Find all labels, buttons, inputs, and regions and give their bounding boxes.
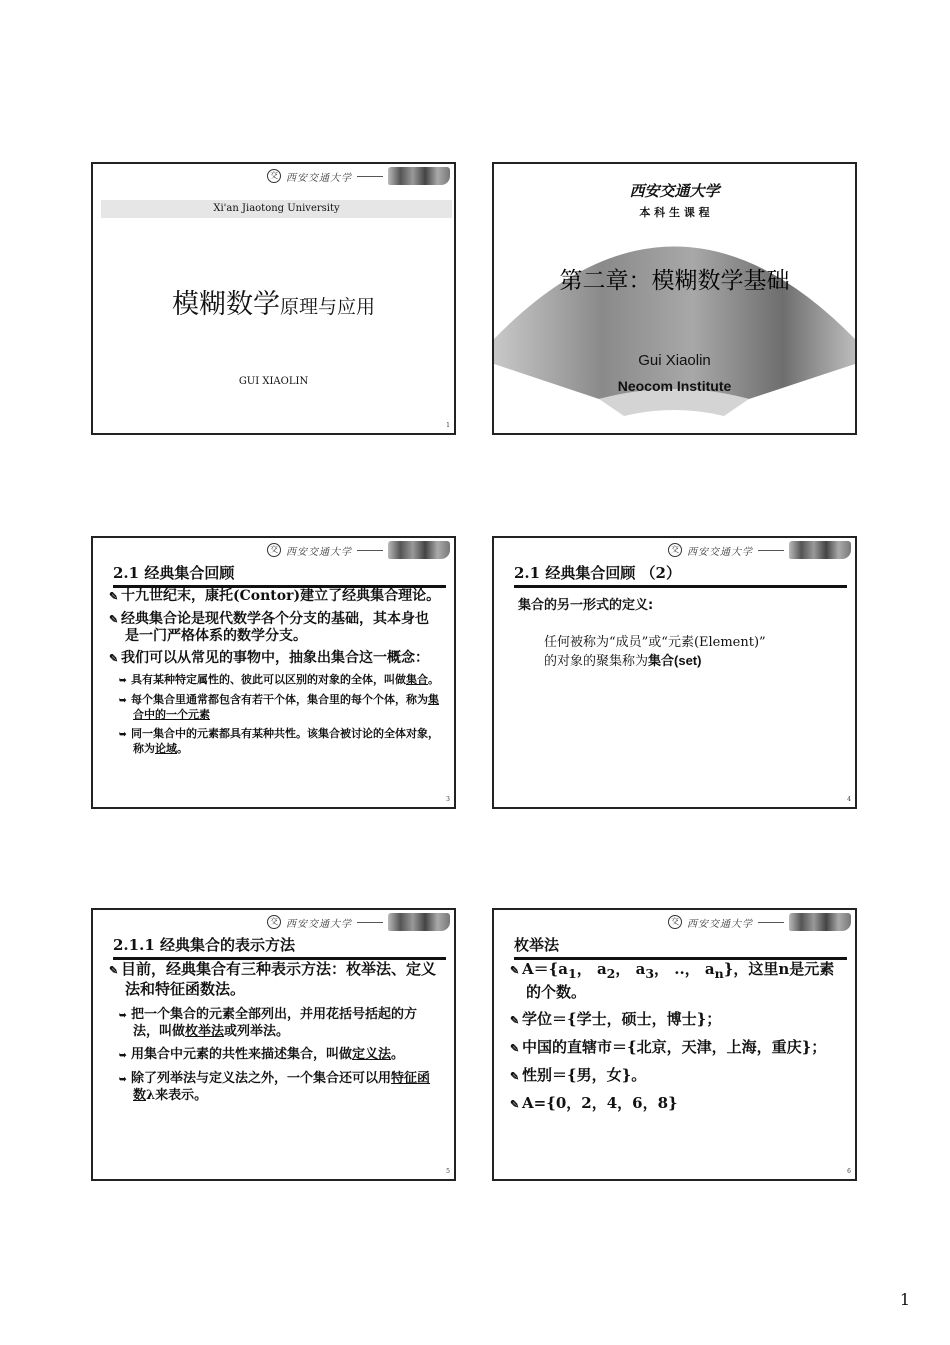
school-script: 西安交通大学 bbox=[286, 546, 352, 558]
author: Gui Xiaolin bbox=[638, 352, 711, 369]
school-script: 西安交通大学 bbox=[286, 918, 352, 930]
bullet: ✎ 十九世纪末，康托(Contor)建立了经典集合理论。 bbox=[109, 588, 441, 604]
institute: Neocom Institute bbox=[617, 378, 732, 394]
slide-4 bbox=[492, 536, 857, 809]
quill-bullet-icon: ✎ bbox=[109, 590, 119, 603]
sub-bullet: ➥ 用集合中元素的共性来描述集合，叫做定义法。 bbox=[119, 1047, 405, 1062]
seal-icon: 交 bbox=[267, 915, 281, 929]
quill-bullet-icon: ✎ bbox=[510, 1070, 520, 1083]
slide-title: 模糊数学原理与应用 bbox=[171, 289, 375, 320]
quill-bullet-icon: ✎ bbox=[510, 1042, 520, 1055]
arrow-bullet-icon: ➥ bbox=[119, 1075, 127, 1085]
quill-bullet-icon: ✎ bbox=[109, 613, 119, 626]
quill-bullet-icon: ✎ bbox=[510, 964, 520, 977]
arrow-bullet-icon: ➥ bbox=[119, 1051, 127, 1061]
sub-bullet: ➥ 每个集合里通常都包含有若干个体，集合里的每个个体，称为集合中的一个元素 bbox=[119, 693, 439, 721]
header-divider bbox=[758, 922, 784, 923]
arrow-bullet-icon: ➥ bbox=[119, 730, 127, 740]
header-divider bbox=[357, 922, 383, 923]
slide-header bbox=[668, 540, 851, 560]
seal-icon: 交 bbox=[267, 169, 281, 183]
slide-header bbox=[267, 166, 450, 186]
slide-number: 1 bbox=[446, 422, 450, 429]
slide-number: 5 bbox=[446, 1168, 450, 1175]
slide-body bbox=[109, 960, 442, 1111]
slide-number: 6 bbox=[847, 1168, 851, 1175]
bullet: ✎ 经典集合论是现代数学各个分支的基础，其本身也是一门严格体系的数学分支。 bbox=[109, 611, 429, 644]
quill-bullet-icon: ✎ bbox=[510, 1098, 520, 1111]
bullet: ✎ A={0，2，4，6，8} bbox=[510, 1094, 678, 1112]
sub-bullet: ➥ 同一集合中的元素都具有某种共性。该集合被讨论的全体对象，称为论域。 bbox=[119, 727, 439, 755]
flower-decoration-icon bbox=[388, 167, 450, 185]
slide-header bbox=[267, 540, 450, 560]
slide-title: 枚举法 bbox=[514, 934, 847, 960]
slide-number: 3 bbox=[446, 796, 450, 803]
header-divider bbox=[357, 176, 383, 177]
sub-bullet: ➥ 具有某种特定属性的、彼此可以区别的对象的全体，叫做集合。 bbox=[119, 673, 439, 686]
bullet: ✎ $A=\{a_1$， $a_2$， $a_3$， ..， $a_n$}，这里n是元素的个数。 bbox=[510, 960, 835, 1001]
slide-1 bbox=[91, 162, 456, 435]
bullet: ✎ 中国的直辖市＝{北京，天津，上海，重庆}； bbox=[510, 1038, 827, 1056]
quill-bullet-icon: ✎ bbox=[109, 652, 119, 665]
fan-painting-icon bbox=[494, 194, 855, 434]
quill-bullet-icon: ✎ bbox=[109, 964, 119, 977]
slide-subtitle: 集合的另一形式的定义: bbox=[518, 598, 654, 613]
slide-number: 4 bbox=[847, 796, 851, 803]
seal-icon: 交 bbox=[267, 543, 281, 557]
sub-bullet: ➥ 把一个集合的元素全部列出，并用花括号括起的方法，叫做枚举法或列举法。 bbox=[119, 1007, 418, 1039]
arrow-bullet-icon: ➥ bbox=[119, 1011, 127, 1021]
slide-title: 2.1.1 经典集合的表示方法 bbox=[113, 934, 446, 960]
slide-header bbox=[668, 912, 851, 932]
slide-2 bbox=[492, 162, 857, 435]
slide-6 bbox=[492, 908, 857, 1181]
slide-5 bbox=[91, 908, 456, 1181]
university-banner: Xi'an Jiaotong University bbox=[101, 200, 452, 218]
arrow-bullet-icon: ➥ bbox=[119, 676, 127, 686]
school-name: 西安交通大学 bbox=[629, 182, 720, 200]
flower-decoration-icon bbox=[789, 913, 851, 931]
slide-header bbox=[267, 912, 450, 932]
chapter-title: 第二章：模糊数学基础 bbox=[559, 268, 790, 294]
slide-3 bbox=[91, 536, 456, 809]
header-divider bbox=[758, 550, 784, 551]
school-script: 西安交通大学 bbox=[687, 546, 753, 558]
slide-title: 2.1 经典集合回顾 （2） bbox=[514, 562, 847, 588]
bullet: ✎ 性别＝{男，女}。 bbox=[510, 1066, 647, 1084]
slide-title: 2.1 经典集合回顾 bbox=[113, 562, 446, 588]
slide-body bbox=[510, 960, 843, 1122]
bullet: ✎ 学位＝{学士，硕士，博士}； bbox=[510, 1010, 722, 1028]
school-script: 西安交通大学 bbox=[687, 918, 753, 930]
bullet: ✎ 目前，经典集合有三种表示方法：枚举法、定义法和特征函数法。 bbox=[109, 960, 437, 998]
definition: 任何被称为“成员”或“元素(Element)” 的对象的聚集称为集合(set) bbox=[544, 635, 766, 669]
seal-icon: 交 bbox=[668, 915, 682, 929]
slide-body bbox=[109, 588, 442, 761]
arrow-bullet-icon: ➥ bbox=[119, 696, 127, 706]
seal-icon: 交 bbox=[668, 543, 682, 557]
flower-decoration-icon bbox=[388, 541, 450, 559]
course-label: 本 科 生 课 程 bbox=[639, 206, 710, 219]
author: GUI XIAOLIN bbox=[238, 376, 309, 387]
flower-decoration-icon bbox=[789, 541, 851, 559]
header-divider bbox=[357, 550, 383, 551]
flower-decoration-icon bbox=[388, 913, 450, 931]
bullet: ✎ 我们可以从常见的事物中，抽象出集合这一概念： bbox=[109, 650, 429, 666]
sub-bullet: ➥ 除了列举法与定义法之外，一个集合还可以用特征函数λ来表示。 bbox=[119, 1071, 431, 1103]
page-number: 1 bbox=[899, 1290, 910, 1309]
school-script: 西安交通大学 bbox=[286, 172, 352, 184]
quill-bullet-icon: ✎ bbox=[510, 1014, 520, 1027]
